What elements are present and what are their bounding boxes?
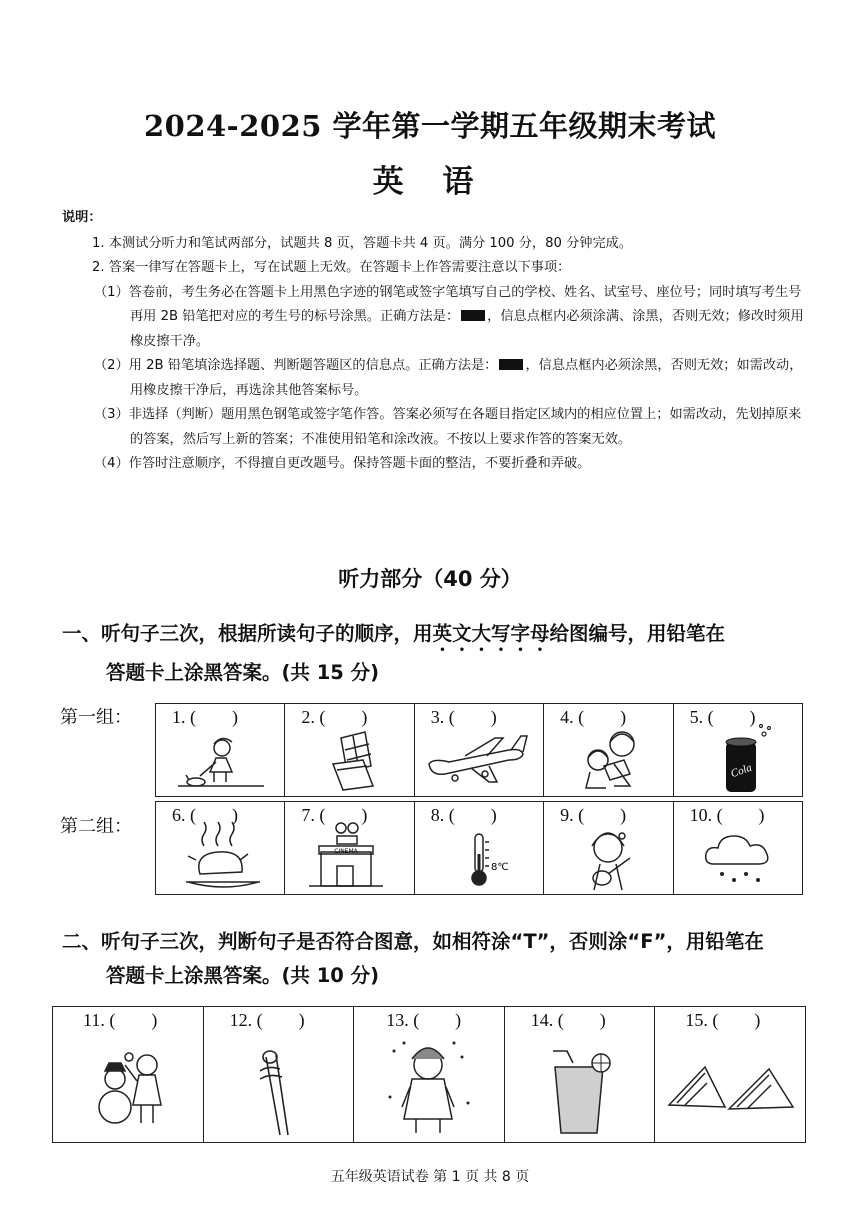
- question-number: 7. ( ): [301, 805, 368, 825]
- question-number: 3. ( ): [430, 707, 497, 727]
- chopsticks-icon: [204, 1007, 354, 1143]
- sandwiches-icon: [655, 1007, 805, 1143]
- juice-glass-icon: [505, 1007, 655, 1143]
- cinema-icon: [285, 802, 414, 895]
- roast-chicken-icon: [156, 802, 285, 895]
- question-number: 8. ( ): [430, 805, 497, 825]
- part1-title-c: 答题卡上涂黑答案。(共 15 分): [106, 661, 380, 684]
- airplane-icon: [415, 704, 544, 797]
- cold-girl-in-snow-icon: [354, 1007, 504, 1143]
- question-number: 2. ( ): [301, 707, 368, 727]
- instruction-sub-3: （3）非选择（判断）题用黑色钢笔或签字笔作答。答案必须写在各题目指定区域内的相应位置上；如需改动，先划掉原来的答案，然后写上新的答案；不准使用铅笔和涂改液。不按以上要求作答的答案无效。: [94, 407, 802, 447]
- part1-title: [62, 617, 802, 690]
- filled-mark-example: [499, 359, 523, 370]
- picture-cell-10: [673, 802, 802, 895]
- cola-can-icon: [674, 704, 803, 797]
- picture-cell-4: [544, 704, 673, 797]
- picture-cell-11: [53, 1007, 204, 1143]
- picture-cell-14: [504, 1007, 655, 1143]
- filled-mark-example: [461, 310, 485, 321]
- temperature-text: 8℃: [490, 862, 509, 873]
- question-number: 14. ( ): [530, 1010, 606, 1030]
- instruction-sub-1-text-b: ，信息点框内必须涂满、涂黑，否则无效；修改时须用橡皮擦干净。: [130, 309, 804, 349]
- rain-cloud-icon: [674, 802, 803, 895]
- question-number: 5. ( ): [689, 707, 756, 727]
- picture-cell-8: [414, 802, 543, 895]
- group1-table: [155, 703, 803, 797]
- kids-with-snowman-icon: [53, 1007, 203, 1143]
- picture-cell-6: [156, 802, 285, 895]
- boy-walking-dog-icon: [156, 704, 285, 797]
- group1-label: 第一组：: [60, 707, 132, 728]
- question-number: 6. ( ): [172, 805, 238, 825]
- question-number: 10. ( ): [689, 805, 765, 825]
- instruction-sub-1: [62, 281, 810, 355]
- group2-label: 第二组：: [60, 816, 132, 837]
- thermometer-icon: [415, 802, 544, 895]
- question-number: 1. ( ): [172, 707, 238, 727]
- question-number: 15. ( ): [685, 1010, 761, 1030]
- picture-cell-15: [655, 1007, 806, 1143]
- part2-table: [52, 1006, 806, 1143]
- picture-cell-13: [354, 1007, 505, 1143]
- instruction-item-2: 2. 答案一律写在答题卡上，写在试题上无效。在答题卡上作答需要注意以下事项：: [92, 260, 571, 275]
- picture-cell-3: [414, 704, 543, 797]
- picture-cell-2: [285, 704, 414, 797]
- cola-text: Cola: [728, 761, 754, 781]
- instruction-sub-1-text-a: （1）答卷前，考生务必在答题卡上用黑色字迹的钢笔或签字笔填写自己的学校、姓名、试室号、座位号；同时填写考生号再用 2B 铅笔把对应的考生号的标号涂黑。正确方法是：: [94, 284, 802, 324]
- question-number: 4. ( ): [560, 707, 627, 727]
- part2-title: [62, 925, 802, 993]
- picture-cell-5: [673, 704, 802, 797]
- exam-title: 2024-2025 学年第一学期五年级期末考试: [143, 109, 717, 143]
- picture-cell-12: [203, 1007, 354, 1143]
- question-number: 12. ( ): [229, 1010, 305, 1030]
- instruction-sub-2-text-a: （2）用 2B 铅笔填涂选择题、判断题答题区的信息点。正确方法是：: [94, 358, 498, 373]
- picture-cell-7: [285, 802, 414, 895]
- picture-cell-9: [544, 802, 673, 895]
- instruction-sub-2: [62, 354, 810, 403]
- subject-title: 英 语: [372, 164, 488, 200]
- part1-title-emphasis: 英文大写字母: [432, 622, 550, 645]
- two-kids-reading-icon: [544, 704, 673, 797]
- part2-title-b: 答题卡上涂黑答案。(共 10 分): [106, 964, 380, 987]
- question-number: 9. ( ): [560, 805, 627, 825]
- question-number: 11. ( ): [83, 1010, 158, 1030]
- picture-cell-1: [156, 704, 285, 797]
- instructions: [62, 206, 810, 477]
- cinema-sign-text: CINEMA: [334, 848, 359, 855]
- part2-title-a: 二、听句子三次，判断句子是否符合图意，如相符涂“T”，否则涂“F”，用铅笔在: [62, 930, 764, 953]
- instruction-sub-4: （4）作答时注意顺序，不得擅自更改题号。保持答题卡面的整洁，不要折叠和弄破。: [94, 456, 591, 471]
- part1-title-b: 给图编号，用铅笔在: [549, 622, 726, 645]
- group2-table: [155, 801, 803, 895]
- part1-title-a: 一、听句子三次，根据所读句子的顺序，用: [62, 622, 433, 645]
- listening-section-title: 听力部分（40 分）: [338, 567, 522, 591]
- instructions-heading: 说明：: [62, 210, 102, 225]
- question-number: 13. ( ): [386, 1010, 462, 1030]
- chocolate-bar-icon: [285, 704, 414, 797]
- instruction-sub-2-text-b: ，信息点框内必须涂黑，否则无效；如需改动，用橡皮擦干净后，再选涂其他答案标号。: [130, 358, 803, 398]
- page-footer: 五年级英语试卷 第 1 页 共 8 页: [330, 1169, 530, 1185]
- instruction-item-1: 1. 本测试分听力和笔试两部分，试题共 8 页，答题卡共 4 页。满分 100 分，80 分钟完成。: [92, 235, 633, 251]
- girl-with-guitar-icon: [544, 802, 673, 895]
